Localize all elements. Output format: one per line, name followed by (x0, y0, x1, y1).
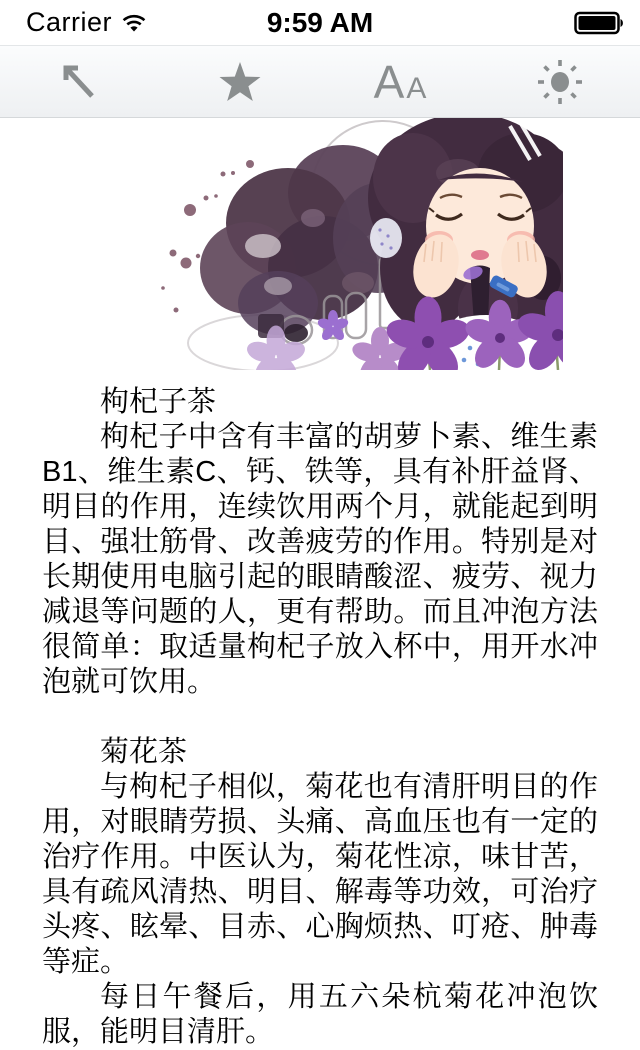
article-body (0, 385, 640, 1050)
status-bar (0, 0, 640, 45)
back-button[interactable] (0, 46, 160, 117)
status-time: 9:59 AM (266, 6, 374, 38)
toolbar (0, 45, 640, 118)
section-goji-tea (42, 385, 598, 700)
article-illustration (128, 118, 563, 370)
font-size-button[interactable] (320, 46, 480, 117)
arrow-up-left-icon (63, 65, 97, 99)
brightness-sun-icon (537, 59, 583, 105)
favorite-button[interactable] (160, 46, 320, 117)
section-paragraph: 枸杞子中含有丰富的胡萝卜素、维生素B1、维生素C、钙、铁等，具有补肝益肾、明目的作用，连续饮用两个月，就能起到明目、强壮筋骨、改善疲劳的作用。特别是对长期使用电脑引起的眼睛酸涩、疲劳、视力减退等问题的人，更有帮助。而且冲泡方法很简单：取适量枸杞子放入杯中，用开水冲泡就可饮用。 (42, 421, 598, 698)
star-icon (219, 62, 261, 102)
font-size-icon: A A (373, 55, 427, 108)
cutoff-paragraph: 每日午餐后，用五六朵杭菊花冲泡饮服，能明目清肝。 (42, 981, 598, 1048)
section-chrysanthemum-tea (42, 735, 598, 980)
carrier-label: Carrier (26, 7, 113, 37)
section-paragraph: 与枸杞子相似，菊花也有清肝明目的作用，对眼睛劳损、头痛、高血压也有一定的治疗作用。中医认为，菊花性凉，味甘苦，具有疏风清热、明目、解毒等功效，可治疗头疼、眩晕、目赤、心胸烦热、叮疮、肿毒等症。 (42, 771, 598, 978)
section-title: 枸杞子茶 (100, 386, 217, 418)
brightness-button[interactable] (480, 46, 640, 117)
section-title: 菊花茶 (100, 736, 188, 768)
watercolor-girl-image (128, 118, 563, 370)
